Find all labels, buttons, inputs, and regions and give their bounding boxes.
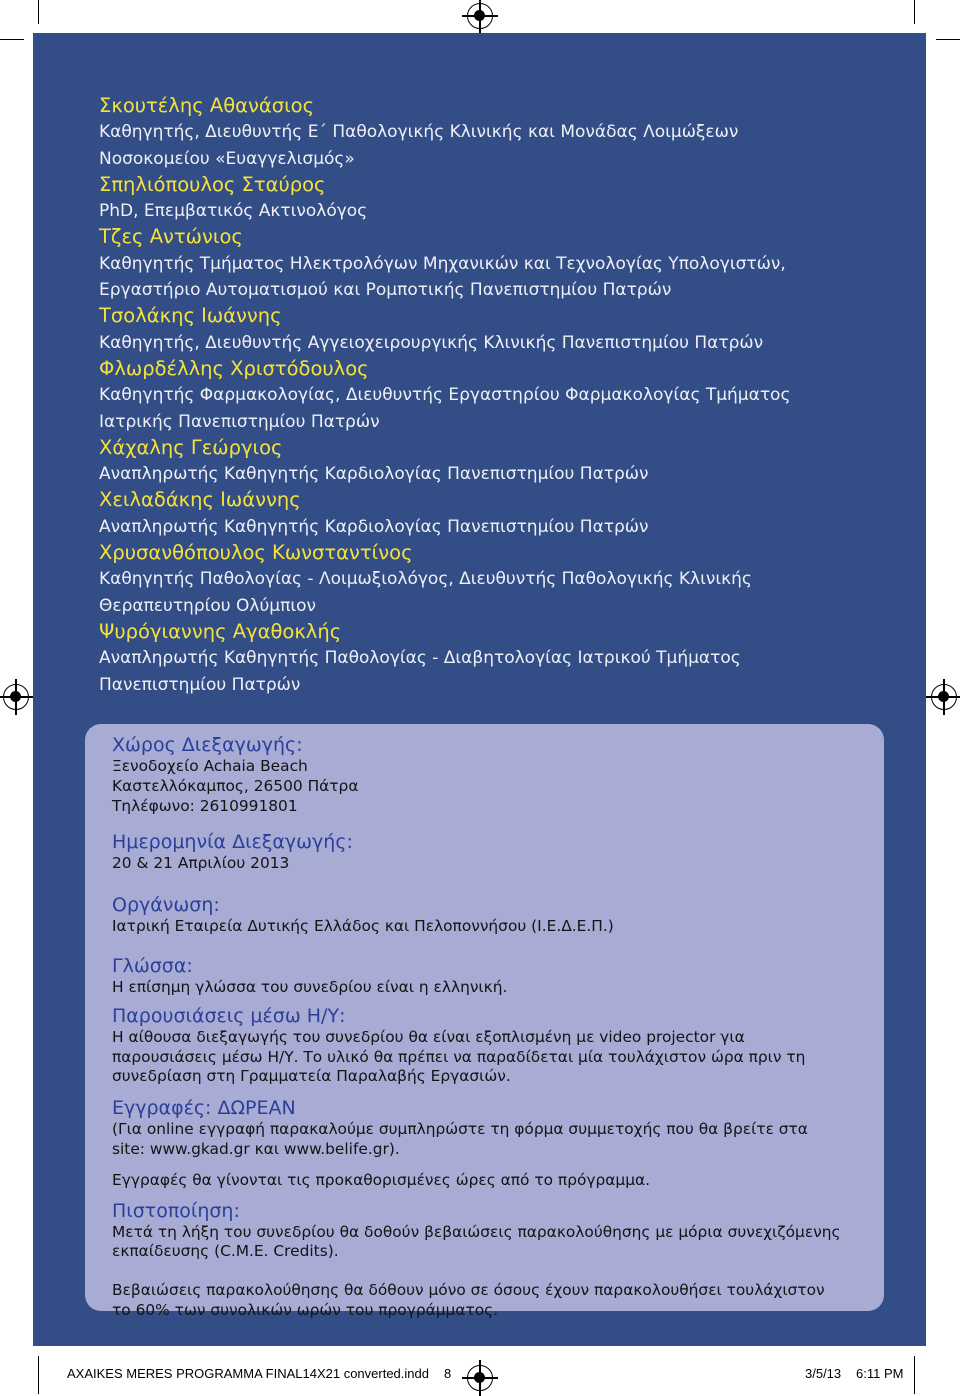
info-box (85, 724, 884, 1319)
registration-mark-icon (931, 684, 957, 710)
certification-line: Μετά τη λήξη του συνεδρίου θα δοθούν βεβαιώσεις παρακολούθησης με μόρια συνεχιζόμενης (112, 1222, 841, 1241)
speaker-name: Χειλαδάκης Ιωάννης (99, 488, 301, 512)
speaker-entry (99, 172, 899, 225)
speaker-name: Τζες Αντώνιος (99, 225, 243, 249)
registration-mark-icon (467, 1365, 493, 1391)
presentations-line: Η αίθουσα διεξαγωγής του συνεδρίου θα είναι εξοπλισμένη με video projector για (112, 1027, 745, 1046)
date-line: 20 & 21 Απριλίου 2013 (112, 854, 290, 873)
footer-page-number: 8 (444, 1366, 452, 1381)
registration-line: site: www.gkad.gr και www.belife.gr). (112, 1139, 400, 1158)
certification-note: το 60% των συνολικών ωρών του προγράμματος. (112, 1300, 499, 1319)
speaker-entry (99, 356, 899, 435)
organization-line: Ιατρική Εταιρεία Δυτικής Ελλάδος και Πελοποννήσου (Ι.Ε.Δ.Ε.Π.) (112, 917, 614, 936)
speaker-entry (99, 93, 899, 172)
speaker-title: Αναπληρωτής Καθηγητής Καρδιολογίας Πανεπιστημίου Πατρών (99, 516, 649, 537)
speaker-title: Καθηγητής Παθολογίας - Λοιμωξιολόγος, Διευθυντής Παθολογικής Κλινικής (99, 569, 752, 590)
presentations-line: παρουσιάσεις μέσω Η/Υ. Το υλικό θα πρέπει να παραδίδεται μία τουλάχιστον ώρα πριν τη (112, 1047, 806, 1066)
registration-heading: Εγγραφές: ΔΩΡΕΑΝ (112, 1097, 296, 1120)
crop-mark (914, 0, 915, 24)
speaker-entry (99, 224, 899, 303)
speaker-title: Καθηγητής, Διευθυντής Ε΄ Παθολογικής Κλινικής και Μονάδας Λοιμώξεων (99, 122, 739, 143)
crop-mark (38, 0, 39, 24)
speaker-name: Χρυσανθόπουλος Κωνσταντίνος (99, 541, 413, 565)
language-heading: Γλώσσα: (112, 954, 193, 977)
certification-line: εκπαίδευσης (C.M.E. Credits). (112, 1242, 339, 1261)
footer-time: 6:11 PM (856, 1366, 904, 1381)
speaker-name: Σπηλιόπουλος Σταύρος (99, 172, 326, 196)
date-heading: Ημερομηνία Διεξαγωγής: (112, 831, 353, 854)
speaker-entry (99, 487, 899, 540)
crop-mark (0, 39, 24, 40)
speaker-title: Εργαστήριο Αυτοματισμού και Ρομποτικής Πανεπιστημίου Πατρών (99, 280, 672, 301)
registration-note: Εγγραφές θα γίνονται τις προκαθορισμένες ώρες από το πρόγραμμα. (112, 1170, 651, 1189)
speaker-name: Σκουτέλης Αθανάσιος (99, 94, 315, 117)
speaker-title: Ιατρικής Πανεπιστημίου Πατρών (99, 411, 380, 432)
presentations-heading: Παρουσιάσεις μέσω Η/Υ: (112, 1004, 346, 1027)
speaker-name: Ψυρόγιαννης Αγαθοκλής (99, 619, 342, 643)
speaker-list (99, 93, 899, 698)
organization-heading: Οργάνωση: (112, 894, 220, 917)
venue-line: Καστελλόκαμπος, 26500 Πάτρα (112, 776, 359, 795)
registration-mark-icon (467, 3, 493, 29)
speaker-name: Χάχαλης Γεώργιος (99, 435, 283, 459)
speaker-title: Νοσοκομείου «Ευαγγελισμός» (99, 148, 355, 169)
speaker-title: Καθηγητής Τμήματος Ηλεκτρολόγων Μηχανικών και Τεχνολογίας Υπολογιστών, (99, 253, 786, 274)
speaker-title: Πανεπιστημίου Πατρών (99, 674, 301, 695)
certification-heading: Πιστοποίηση: (112, 1199, 240, 1222)
speaker-name: Φλωρδέλλης Χριστόδουλος (99, 356, 369, 380)
certification-note: Βεβαιώσεις παρακολούθησης θα δόθουν μόνο σε όσους έχουν παρακολουθήσει τουλάχιστον (112, 1281, 825, 1300)
footer-filename: AXAIKES MERES PROGRAMMA FINAL14X21 converted.indd (67, 1366, 429, 1381)
speaker-entry (99, 540, 899, 619)
presentations-line: συνεδρίαση στη Γραμματεία Παραλαβής Εργασιών. (112, 1067, 511, 1086)
venue-heading: Χώρος Διεξαγωγής: (112, 734, 303, 756)
speaker-title: Καθηγητής, Διευθυντής Αγγειοχειρουργικής Κλινικής Πανεπιστημίου Πατρών (99, 332, 764, 353)
speaker-title: Αναπληρωτής Καθηγητής Καρδιολογίας Πανεπιστημίου Πατρών (99, 464, 649, 485)
blue-page (33, 33, 926, 1346)
speaker-entry (99, 435, 899, 488)
speaker-title: PhD, Επεμβατικός Ακτινολόγος (99, 201, 368, 222)
registration-mark-icon (3, 684, 29, 710)
crop-mark (38, 1356, 39, 1394)
speaker-title: Αναπληρωτής Καθηγητής Παθολογίας - Διαβητολογίας Ιατρικού Τμήματος (99, 648, 741, 669)
speaker-entry (99, 303, 899, 356)
crop-mark (936, 39, 960, 40)
speaker-name: Τσολάκης Ιωάννης (99, 304, 282, 328)
crop-mark (914, 1356, 915, 1394)
speaker-entry (99, 619, 899, 698)
venue-line: Τηλέφωνο: 2610991801 (112, 796, 298, 815)
footer-date: 3/5/13 (805, 1366, 842, 1381)
speaker-title: Θεραπευτηρίου Ολύμπιον (99, 595, 316, 616)
speaker-title: Καθηγητής Φαρμακολογίας, Διευθυντής Εργαστηρίου Φαρμακολογίας Τμήματος (99, 385, 791, 406)
registration-line: (Για online εγγραφή παρακαλούμε συμπληρώστε τη φόρμα συμμετοχής που θα βρείτε στα (112, 1120, 808, 1139)
venue-line: Ξενοδοχείο Achaia Beach (112, 757, 308, 775)
language-line: Η επίσημη γλώσσα του συνεδρίου είναι η ελληνική. (112, 977, 508, 996)
